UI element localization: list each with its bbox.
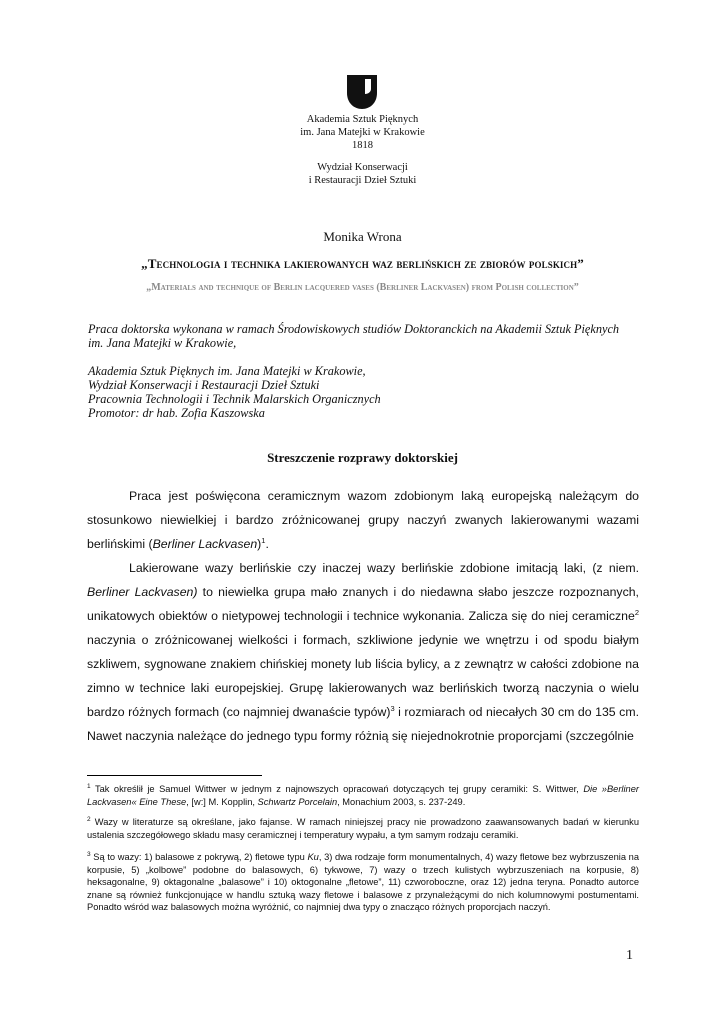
- paragraph-2-text: Lakierowane wazy berlińskie czy inaczej wazy berlińskie zdobione imitacją laki, (z niem.: [129, 561, 639, 575]
- thesis-info-line1: Praca doktorska wykonana w ramach Środowiskowych studiów Doktoranckich na Akademii Sztuk Pięknych: [88, 322, 620, 336]
- abstract-heading: Streszczenie rozprawy doktorskiej: [267, 450, 458, 465]
- footnote-3-text: Są to wazy: 1) balasowe z pokrywą, 2) fletowe typu: [90, 852, 308, 862]
- page-number: 1: [626, 948, 633, 963]
- footnote-1-text-c: , Monachium 2003, s. 237-249.: [337, 796, 466, 807]
- thesis-info-line2: im. Jana Matejki w Krakowie,: [88, 336, 237, 350]
- paragraph-2-text-d: i rozmiarach od niecałych 30 cm do 135 cm. Nawet naczynia należące do jednego typu formy różnią się niejednokrotnie proporcjami (szczególnie: [87, 705, 639, 743]
- paragraph-2-text-b: to niewielka grupa mało znanych i do niedawna słabo jeszcze rozpoznanych, unikatowych obiektów o nietypowej technologii i technice wykonania. Zalicza się do niej ceramiczne: [87, 585, 639, 623]
- abstract-body: [87, 484, 639, 748]
- footnote-1-text: Tak określił je Samuel Wittwer w jednym z najnowszych opracowań dotyczących tej grupy ceramiki: S. Wittwer,: [90, 784, 584, 794]
- thesis-info: [88, 322, 648, 350]
- footnote-3: [87, 851, 639, 914]
- affiliation-block: [88, 364, 648, 420]
- footnote-1-italic-a: Die »Berliner Lackvasen« Eine These: [87, 784, 639, 807]
- footnote-1-italic-b: Schwartz Porcelain: [257, 796, 338, 807]
- footnote-3-italic: Ku: [307, 852, 319, 862]
- footnote-2-number: 2: [87, 815, 91, 823]
- thesis-title: „Technologia i technika lakierowanych waz berlińskich ze zbiorów polskich”: [141, 256, 584, 271]
- institution-year: 1818: [352, 140, 373, 151]
- paragraph-1: [87, 484, 639, 556]
- footnote-2-text: Wazy w literaturze są określane, jako fajanse. W ramach niniejszej pracy nie prowadzono zaawansowanych badań w kierunku ustalenia szczegółowego składu masy ceramicznej i temperatury wypału, a tym samym rodzaju ceramiki.: [87, 817, 639, 840]
- paragraph-1-text-b: ): [257, 537, 262, 551]
- academy-logo-icon: [344, 73, 380, 111]
- paragraph-1-italic: Berliner Lackvasen: [152, 537, 258, 551]
- footnote-1: [87, 783, 639, 808]
- footnote-3-number: 3: [87, 850, 91, 858]
- footnote-1-text-b: , [w:] M. Kopplin,: [186, 796, 258, 807]
- author-name: Monika Wrona: [323, 229, 402, 244]
- department-line1: Wydział Konserwacji: [317, 162, 408, 173]
- footnote-ref-2: 2: [634, 607, 639, 617]
- affiliation-line2: Wydział Konserwacji i Restauracji Dzieł Sztuki: [88, 378, 320, 392]
- paragraph-1-text: Praca jest poświęcona ceramicznym wazom zdobionym laką europejską należącym do stosunkowo niewielkiej i bardzo zróżnicowanej grupy naczyń zwanych lakierowanymi wazami berlińskimi (: [87, 489, 639, 551]
- thesis-subtitle-english: „Materials and technique of Berlin lacquered vases (Berliner Lackvasen) from Polish collection”: [146, 282, 579, 293]
- footnote-2: [87, 816, 639, 841]
- institution-name: Akademia Sztuk Pięknych: [306, 114, 419, 125]
- affiliation-line1: Akademia Sztuk Pięknych im. Jana Matejki w Krakowie,: [88, 364, 366, 378]
- affiliation-line3: Pracownia Technologii i Technik Malarskich Organicznych: [88, 392, 381, 406]
- paragraph-2: [87, 556, 639, 748]
- footnote-ref-1: 1: [261, 535, 266, 545]
- paragraph-2-italic: Berliner Lackvasen): [87, 585, 198, 599]
- footnote-1-number: 1: [87, 782, 91, 790]
- supervisor-line: Promotor: dr hab. Zofia Kaszowska: [88, 406, 265, 420]
- paragraph-1-text-c: .: [265, 537, 269, 551]
- footnote-separator: [87, 775, 262, 776]
- footnote-ref-3: 3: [390, 703, 395, 713]
- footnote-3-text-b: , 3) dwa rodzaje form monumentalnych, 4) wazy fletowe bez wybrzuszenia na korpusie, 5) „kolbowe” podobne do balasowych, 6) tykwowe, 7) wazy o trzech kulistych wybrzuszeniach na korpusie, 8) heksagonalne, 9) oktagonalne „balasowe” i 10) oktogonalne „fletowe”, 11) czworoboczne, oraz 12) jedna teryna. Ponadto autorce znane są również funkcjonujące w handlu sztuką wazy fletowe i balasowe z przynależącymi do nich kolumnowymi postumentami. Ponadto wśród waz balasowych można wyróżnić, co najmniej dwa typy o znacząco różnych proporcjach naczyń.: [87, 852, 639, 912]
- institution-subname: im. Jana Matejki w Krakowie: [300, 127, 425, 138]
- department-line2: i Restauracji Dzieł Sztuki: [308, 175, 417, 186]
- paragraph-2-text-c: naczynia o zróżnicowanej wielkości i formach, szkliwione jedynie we wnętrzu i od spodu białym szkliwem, sygnowane znakiem chińskiej monety lub liścia bylicy, a z zewnątrz w całości zdobione na zimno w technice laki europejskiej. Grupę lakierowanych waz berlińskich tworzą naczynia o wielu bardzo różnych formach (co najmniej dwanaście typów): [87, 633, 639, 719]
